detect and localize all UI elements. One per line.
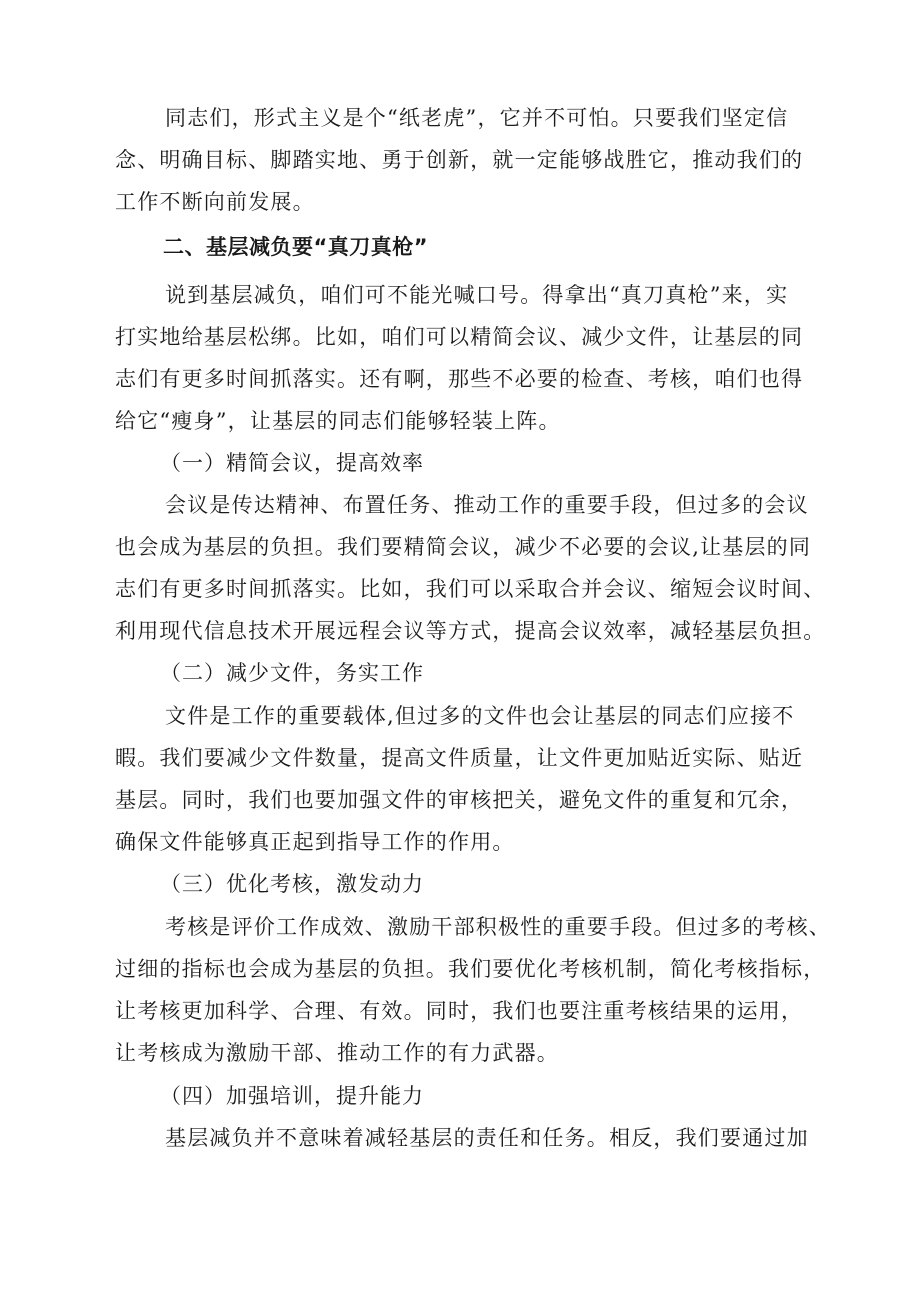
subsection-heading: （一）精简会议，提高效率 [160,451,424,475]
paragraph-line: 同志们，形式主义是个“纸老虎”，它并不可怕。只要我们坚定信 [165,106,789,130]
paragraph-line: 考核是评价工作成效、激励干部积极性的重要手段。但过多的考核、 [165,915,831,939]
paragraph-line: 打实地给基层松绑。比如，咱们可以精简会议、减少文件，让基层的同 [115,325,804,349]
paragraph-line: 文件是工作的重要载体,但过多的文件也会让基层的同志们应接不 [165,704,795,728]
paragraph-line: 给它“瘦身”，让基层的同志们能够轻装上阵。 [115,409,561,433]
paragraph-line: 基层减负并不意味着减轻基层的责任和任务。相反，我们要通过加 [165,1126,809,1150]
paragraph-line: 也会成为基层的负担。我们要精简会议，减少不必要的会议,让基层的同 [115,535,812,559]
paragraph-line: 让考核更加科学、合理、有效。同时，我们也要注重考核结果的运用， [115,999,804,1023]
paragraph-line: 志们有更多时间抓落实。比如，我们可以采取合并会议、缩短会议时间、 [115,577,826,601]
paragraph-line: 基层。同时，我们也要加强文件的审核把关，避免文件的重复和冗余， [115,788,804,812]
paragraph-line: 利用现代信息技术开展远程会议等方式，提高会议效率，减轻基层负担。 [115,619,826,643]
paragraph-line: 志们有更多时间抓落实。还有啊，那些不必要的检查、考核，咱们也得 [115,367,804,391]
paragraph-line: 过细的指标也会成为基层的负担。我们要优化考核机制，简化考核指标， [115,957,826,981]
paragraph-line: 工作不断向前发展。 [115,190,315,214]
paragraph-line: 暇。我们要减少文件数量，提高文件质量，让文件更加贴近实际、贴近 [115,746,804,770]
subsection-heading: （三）优化考核，激发动力 [160,872,424,896]
paragraph-line: 确保文件能够真正起到指导工作的作用。 [115,830,515,854]
paragraph-line: 说到基层减负，咱们可不能光喊口号。得拿出“真刀真枪”来，实 [165,283,789,307]
paragraph-line: 念、明确目标、脚踏实地、勇于创新，就一定能够战胜它，推动我们的 [115,148,804,172]
paragraph-line: 让考核成为激励干部、推动工作的有力武器。 [115,1041,559,1065]
subsection-heading: （二）减少文件，务实工作 [160,661,424,685]
subsection-heading: （四）加强培训，提升能力 [160,1084,424,1108]
paragraph-line: 会议是传达精神、布置任务、推动工作的重要手段，但过多的会议 [165,493,809,517]
section-heading: 二、基层减负要“真刀真枪” [163,235,429,259]
